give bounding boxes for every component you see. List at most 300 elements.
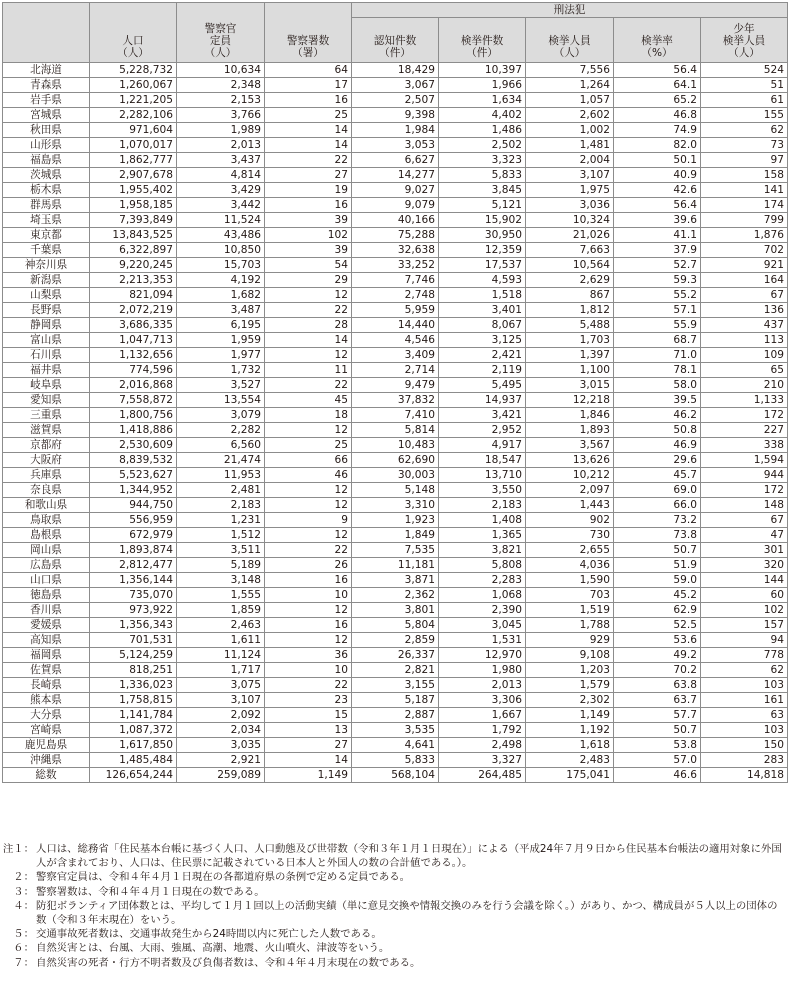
table-row xyxy=(3,498,788,513)
juvenile-arrested-cell: 109 xyxy=(701,348,788,363)
clearance-rate-cell: 64.1 xyxy=(614,78,701,93)
clearance-rate-cell: 39.6 xyxy=(614,213,701,228)
police-stations-cell: 18 xyxy=(265,408,352,423)
population-cell: 2,016,868 xyxy=(90,378,177,393)
prefecture-cell: 京都府 xyxy=(3,438,90,453)
cleared-cases-cell: 1,365 xyxy=(439,528,526,543)
prefecture-cell: 香川県 xyxy=(3,603,90,618)
juvenile-arrested-cell: 320 xyxy=(701,558,788,573)
prefecture-cell: 徳島県 xyxy=(3,588,90,603)
police-officers-cell: 2,092 xyxy=(177,708,265,723)
police-stations-cell: 23 xyxy=(265,693,352,708)
juvenile-arrested-cell: 47 xyxy=(701,528,788,543)
recognized-cases-cell: 3,155 xyxy=(352,678,439,693)
arrested-persons-cell: 1,579 xyxy=(526,678,614,693)
prefecture-cell: 和歌山県 xyxy=(3,498,90,513)
footnote-label: 注１： xyxy=(2,843,34,855)
cleared-cases-cell: 8,067 xyxy=(439,318,526,333)
police-officers-cell: 1,231 xyxy=(177,513,265,528)
police-officers-cell: 5,189 xyxy=(177,558,265,573)
footnote-label: ４： xyxy=(13,899,34,912)
prefecture-cell: 長崎県 xyxy=(3,678,90,693)
recognized-cases-cell: 1,849 xyxy=(352,528,439,543)
cleared-cases-cell: 13,710 xyxy=(439,468,526,483)
table-row xyxy=(3,483,788,498)
arrested-persons-cell: 7,663 xyxy=(526,243,614,258)
table-row xyxy=(3,693,788,708)
population-cell: 774,596 xyxy=(90,363,177,378)
population-cell: 5,124,259 xyxy=(90,648,177,663)
police-officers-cell: 3,148 xyxy=(177,573,265,588)
clearance-rate-cell: 57.1 xyxy=(614,303,701,318)
header-arrested-persons xyxy=(526,18,614,63)
cleared-cases-cell: 3,821 xyxy=(439,543,526,558)
recognized-cases-cell: 5,804 xyxy=(352,618,439,633)
cleared-cases-cell: 2,390 xyxy=(439,603,526,618)
header-label-line: 検挙率 xyxy=(641,35,673,47)
recognized-cases-cell: 11,181 xyxy=(352,558,439,573)
cleared-cases-cell: 1,518 xyxy=(439,288,526,303)
police-officers-cell: 2,183 xyxy=(177,498,265,513)
recognized-cases-cell: 9,398 xyxy=(352,108,439,123)
population-cell: 7,393,849 xyxy=(90,213,177,228)
arrested-persons-cell: 1,618 xyxy=(526,738,614,753)
juvenile-arrested-cell: 73 xyxy=(701,138,788,153)
juvenile-arrested-cell: 164 xyxy=(701,273,788,288)
clearance-rate-cell: 63.8 xyxy=(614,678,701,693)
population-cell: 1,958,185 xyxy=(90,198,177,213)
header-label-line: 定員 xyxy=(209,35,232,47)
population-cell: 1,260,067 xyxy=(90,78,177,93)
population-cell: 1,418,886 xyxy=(90,423,177,438)
population-cell: 1,485,484 xyxy=(90,753,177,768)
prefecture-cell: 総数 xyxy=(3,768,90,783)
cleared-cases-cell: 12,970 xyxy=(439,648,526,663)
police-officers-cell: 1,682 xyxy=(177,288,265,303)
arrested-persons-cell: 2,629 xyxy=(526,273,614,288)
recognized-cases-cell: 3,535 xyxy=(352,723,439,738)
population-cell: 944,750 xyxy=(90,498,177,513)
recognized-cases-cell: 37,832 xyxy=(352,393,439,408)
recognized-cases-cell: 6,627 xyxy=(352,153,439,168)
table-body xyxy=(3,63,788,783)
cleared-cases-cell: 2,013 xyxy=(439,678,526,693)
table-row xyxy=(3,138,788,153)
header-clearance-rate xyxy=(614,18,701,63)
arrested-persons-cell: 2,302 xyxy=(526,693,614,708)
table-row xyxy=(3,273,788,288)
population-cell: 556,959 xyxy=(90,513,177,528)
arrested-persons-cell: 4,036 xyxy=(526,558,614,573)
cleared-cases-cell: 1,980 xyxy=(439,663,526,678)
prefecture-cell: 埼玉県 xyxy=(3,213,90,228)
police-stations-cell: 22 xyxy=(265,378,352,393)
population-cell: 1,344,952 xyxy=(90,483,177,498)
juvenile-arrested-cell: 103 xyxy=(701,723,788,738)
cleared-cases-cell: 3,306 xyxy=(439,693,526,708)
recognized-cases-cell: 14,440 xyxy=(352,318,439,333)
recognized-cases-cell: 3,871 xyxy=(352,573,439,588)
population-cell: 1,617,850 xyxy=(90,738,177,753)
police-stations-cell: 16 xyxy=(265,618,352,633)
table-row xyxy=(3,183,788,198)
clearance-rate-cell: 37.9 xyxy=(614,243,701,258)
juvenile-arrested-cell: 62 xyxy=(701,123,788,138)
police-officers-cell: 2,153 xyxy=(177,93,265,108)
recognized-cases-cell: 9,027 xyxy=(352,183,439,198)
table-row xyxy=(3,468,788,483)
cleared-cases-cell: 5,833 xyxy=(439,168,526,183)
police-officers-cell: 3,442 xyxy=(177,198,265,213)
police-officers-cell: 2,034 xyxy=(177,723,265,738)
arrested-persons-cell: 2,004 xyxy=(526,153,614,168)
footnote-text: 警察官定員は、令和４年４月１日現在の各都道府県の条例で定める定員である。 xyxy=(36,871,411,884)
cleared-cases-cell: 2,952 xyxy=(439,423,526,438)
population-cell: 9,220,245 xyxy=(90,258,177,273)
recognized-cases-cell: 32,638 xyxy=(352,243,439,258)
table-row xyxy=(3,648,788,663)
juvenile-arrested-cell: 63 xyxy=(701,708,788,723)
footnote xyxy=(2,842,787,870)
table-row xyxy=(3,513,788,528)
recognized-cases-cell: 2,887 xyxy=(352,708,439,723)
arrested-persons-cell: 3,036 xyxy=(526,198,614,213)
cleared-cases-cell: 5,808 xyxy=(439,558,526,573)
table-row xyxy=(3,543,788,558)
cleared-cases-cell: 2,283 xyxy=(439,573,526,588)
police-officers-cell: 6,195 xyxy=(177,318,265,333)
recognized-cases-cell: 7,410 xyxy=(352,408,439,423)
police-stations-cell: 14 xyxy=(265,753,352,768)
police-officers-cell: 3,437 xyxy=(177,153,265,168)
footnote xyxy=(2,941,787,955)
recognized-cases-cell: 3,067 xyxy=(352,78,439,93)
footnote xyxy=(2,870,787,884)
recognized-cases-cell: 3,053 xyxy=(352,138,439,153)
header-label-line: （件） xyxy=(379,47,411,59)
juvenile-arrested-cell: 944 xyxy=(701,468,788,483)
recognized-cases-cell: 14,277 xyxy=(352,168,439,183)
police-officers-cell: 43,486 xyxy=(177,228,265,243)
table-row xyxy=(3,303,788,318)
prefecture-cell: 山梨県 xyxy=(3,288,90,303)
cleared-cases-cell: 10,397 xyxy=(439,63,526,78)
cleared-cases-cell: 3,045 xyxy=(439,618,526,633)
clearance-rate-cell: 62.9 xyxy=(614,603,701,618)
arrested-persons-cell: 902 xyxy=(526,513,614,528)
table-row xyxy=(3,108,788,123)
police-officers-cell: 3,511 xyxy=(177,543,265,558)
cleared-cases-cell: 4,917 xyxy=(439,438,526,453)
juvenile-arrested-cell: 921 xyxy=(701,258,788,273)
juvenile-arrested-cell: 210 xyxy=(701,378,788,393)
prefecture-cell: 岐阜県 xyxy=(3,378,90,393)
prefecture-cell: 新潟県 xyxy=(3,273,90,288)
prefecture-cell: 大分県 xyxy=(3,708,90,723)
clearance-rate-cell: 82.0 xyxy=(614,138,701,153)
recognized-cases-cell: 2,362 xyxy=(352,588,439,603)
cleared-cases-cell: 3,125 xyxy=(439,333,526,348)
footnote xyxy=(2,899,787,927)
arrested-persons-cell: 12,218 xyxy=(526,393,614,408)
population-cell: 1,087,372 xyxy=(90,723,177,738)
table-row xyxy=(3,663,788,678)
recognized-cases-cell: 33,252 xyxy=(352,258,439,273)
police-stations-cell: 12 xyxy=(265,348,352,363)
police-officers-cell: 1,977 xyxy=(177,348,265,363)
clearance-rate-cell: 50.7 xyxy=(614,723,701,738)
cleared-cases-cell: 30,950 xyxy=(439,228,526,243)
police-officers-cell: 259,089 xyxy=(177,768,265,783)
juvenile-arrested-cell: 174 xyxy=(701,198,788,213)
table-row xyxy=(3,78,788,93)
prefecture-cell: 熊本県 xyxy=(3,693,90,708)
clearance-rate-cell: 56.4 xyxy=(614,198,701,213)
arrested-persons-cell: 867 xyxy=(526,288,614,303)
clearance-rate-cell: 46.6 xyxy=(614,768,701,783)
prefecture-cell: 千葉県 xyxy=(3,243,90,258)
police-stations-cell: 14 xyxy=(265,123,352,138)
clearance-rate-cell: 70.2 xyxy=(614,663,701,678)
table-row xyxy=(3,738,788,753)
police-stations-cell: 46 xyxy=(265,468,352,483)
header-label-line: 認知件数 xyxy=(373,35,417,47)
arrested-persons-cell: 1,192 xyxy=(526,723,614,738)
header-label-line: 検挙人員 xyxy=(722,35,766,47)
juvenile-arrested-cell: 144 xyxy=(701,573,788,588)
table-row xyxy=(3,378,788,393)
police-stations-cell: 36 xyxy=(265,648,352,663)
population-cell: 2,530,609 xyxy=(90,438,177,453)
juvenile-arrested-cell: 61 xyxy=(701,93,788,108)
clearance-rate-cell: 46.2 xyxy=(614,408,701,423)
header-recognized-cases xyxy=(352,18,439,63)
prefecture-cell: 北海道 xyxy=(3,63,90,78)
table-row xyxy=(3,363,788,378)
table-row xyxy=(3,153,788,168)
population-cell: 672,979 xyxy=(90,528,177,543)
police-stations-cell: 29 xyxy=(265,273,352,288)
prefecture-cell: 秋田県 xyxy=(3,123,90,138)
prefecture-cell: 佐賀県 xyxy=(3,663,90,678)
clearance-rate-cell: 73.2 xyxy=(614,513,701,528)
prefecture-cell: 滋賀県 xyxy=(3,423,90,438)
clearance-rate-cell: 73.8 xyxy=(614,528,701,543)
population-cell: 1,356,144 xyxy=(90,573,177,588)
table-row xyxy=(3,213,788,228)
prefecture-cell: 高知県 xyxy=(3,633,90,648)
table-row xyxy=(3,123,788,138)
prefecture-cell: 福井県 xyxy=(3,363,90,378)
police-officers-cell: 2,481 xyxy=(177,483,265,498)
arrested-persons-cell: 21,026 xyxy=(526,228,614,243)
prefecture-cell: 広島県 xyxy=(3,558,90,573)
prefecture-cell: 静岡県 xyxy=(3,318,90,333)
arrested-persons-cell: 1,975 xyxy=(526,183,614,198)
recognized-cases-cell: 4,546 xyxy=(352,333,439,348)
juvenile-arrested-cell: 60 xyxy=(701,588,788,603)
juvenile-arrested-cell: 113 xyxy=(701,333,788,348)
recognized-cases-cell: 7,746 xyxy=(352,273,439,288)
table-header xyxy=(3,3,788,63)
juvenile-arrested-cell: 301 xyxy=(701,543,788,558)
population-cell: 1,356,343 xyxy=(90,618,177,633)
table-row xyxy=(3,333,788,348)
police-stations-cell: 17 xyxy=(265,78,352,93)
clearance-rate-cell: 41.1 xyxy=(614,228,701,243)
table-row xyxy=(3,753,788,768)
police-stations-cell: 64 xyxy=(265,63,352,78)
juvenile-arrested-cell: 778 xyxy=(701,648,788,663)
arrested-persons-cell: 1,203 xyxy=(526,663,614,678)
juvenile-arrested-cell: 94 xyxy=(701,633,788,648)
cleared-cases-cell: 17,537 xyxy=(439,258,526,273)
juvenile-arrested-cell: 799 xyxy=(701,213,788,228)
footnote-text: 警察署数は、令和４年４月１日現在の数である。 xyxy=(36,885,265,898)
police-stations-cell: 39 xyxy=(265,213,352,228)
header-label-line: 検挙件数 xyxy=(460,35,504,47)
arrested-persons-cell: 2,602 xyxy=(526,108,614,123)
cleared-cases-cell: 1,792 xyxy=(439,723,526,738)
arrested-persons-cell: 10,564 xyxy=(526,258,614,273)
population-cell: 2,282,106 xyxy=(90,108,177,123)
police-stations-cell: 22 xyxy=(265,543,352,558)
police-stations-cell: 10 xyxy=(265,588,352,603)
header-penal-code-offenses: 刑法犯 xyxy=(352,3,788,18)
police-stations-cell: 28 xyxy=(265,318,352,333)
cleared-cases-cell: 5,495 xyxy=(439,378,526,393)
header-label-line: 警察官 xyxy=(204,23,237,35)
prefecture-cell: 神奈川県 xyxy=(3,258,90,273)
arrested-persons-cell: 1,846 xyxy=(526,408,614,423)
police-officers-cell: 3,487 xyxy=(177,303,265,318)
arrested-persons-cell: 3,107 xyxy=(526,168,614,183)
population-cell: 1,070,017 xyxy=(90,138,177,153)
arrested-persons-cell: 10,212 xyxy=(526,468,614,483)
population-cell: 971,604 xyxy=(90,123,177,138)
cleared-cases-cell: 3,421 xyxy=(439,408,526,423)
cleared-cases-cell: 1,068 xyxy=(439,588,526,603)
police-stations-cell: 16 xyxy=(265,573,352,588)
clearance-rate-cell: 39.5 xyxy=(614,393,701,408)
police-officers-cell: 10,634 xyxy=(177,63,265,78)
cleared-cases-cell: 18,547 xyxy=(439,453,526,468)
table-row xyxy=(3,723,788,738)
juvenile-arrested-cell: 67 xyxy=(701,513,788,528)
juvenile-arrested-cell: 141 xyxy=(701,183,788,198)
juvenile-arrested-cell: 51 xyxy=(701,78,788,93)
clearance-rate-cell: 74.9 xyxy=(614,123,701,138)
prefecture-cell: 長野県 xyxy=(3,303,90,318)
table-row xyxy=(3,708,788,723)
police-officers-cell: 1,859 xyxy=(177,603,265,618)
arrested-persons-cell: 1,100 xyxy=(526,363,614,378)
clearance-rate-cell: 52.7 xyxy=(614,258,701,273)
clearance-rate-cell: 69.0 xyxy=(614,483,701,498)
population-cell: 1,862,777 xyxy=(90,153,177,168)
police-stations-cell: 22 xyxy=(265,678,352,693)
recognized-cases-cell: 18,429 xyxy=(352,63,439,78)
clearance-rate-cell: 57.0 xyxy=(614,753,701,768)
police-officers-cell: 2,348 xyxy=(177,78,265,93)
population-cell: 13,843,525 xyxy=(90,228,177,243)
recognized-cases-cell: 5,959 xyxy=(352,303,439,318)
population-cell: 1,893,874 xyxy=(90,543,177,558)
prefecture-cell: 福島県 xyxy=(3,153,90,168)
cleared-cases-cell: 1,667 xyxy=(439,708,526,723)
arrested-persons-cell: 1,519 xyxy=(526,603,614,618)
recognized-cases-cell: 568,104 xyxy=(352,768,439,783)
header-label-line: （件） xyxy=(466,47,498,59)
clearance-rate-cell: 45.2 xyxy=(614,588,701,603)
juvenile-arrested-cell: 338 xyxy=(701,438,788,453)
police-stations-cell: 12 xyxy=(265,603,352,618)
police-stations-cell: 14 xyxy=(265,138,352,153)
police-officers-cell: 1,732 xyxy=(177,363,265,378)
clearance-rate-cell: 58.0 xyxy=(614,378,701,393)
prefecture-cell: 宮崎県 xyxy=(3,723,90,738)
arrested-persons-cell: 2,483 xyxy=(526,753,614,768)
arrested-persons-cell: 1,149 xyxy=(526,708,614,723)
juvenile-arrested-cell: 227 xyxy=(701,423,788,438)
footnote-text: 人口は、総務省「住民基本台帳に基づく人口、人口動態及び世帯数（令和３年１月１日現在）」による（平成24年７月９日から住民基本台帳法の適用対象に外国人が含まれており、人口は、住民票に記載されている日本人と外国人の数の合計値である。）。 xyxy=(36,843,782,870)
table-row xyxy=(3,393,788,408)
footnote-label: ５： xyxy=(13,928,34,941)
clearance-rate-cell: 50.7 xyxy=(614,543,701,558)
clearance-rate-cell: 57.7 xyxy=(614,708,701,723)
police-stations-cell: 22 xyxy=(265,153,352,168)
cleared-cases-cell: 3,550 xyxy=(439,483,526,498)
population-cell: 7,558,872 xyxy=(90,393,177,408)
police-stations-cell: 12 xyxy=(265,423,352,438)
table-row xyxy=(3,558,788,573)
population-cell: 5,228,732 xyxy=(90,63,177,78)
police-officers-cell: 11,953 xyxy=(177,468,265,483)
police-officers-cell: 2,921 xyxy=(177,753,265,768)
population-cell: 126,654,244 xyxy=(90,768,177,783)
recognized-cases-cell: 5,833 xyxy=(352,753,439,768)
cleared-cases-cell: 12,359 xyxy=(439,243,526,258)
police-stations-cell: 12 xyxy=(265,498,352,513)
cleared-cases-cell: 1,486 xyxy=(439,123,526,138)
table-row xyxy=(3,318,788,333)
population-cell: 818,251 xyxy=(90,663,177,678)
header-police-stations xyxy=(265,3,352,63)
police-officers-cell: 13,554 xyxy=(177,393,265,408)
cleared-cases-cell: 5,121 xyxy=(439,198,526,213)
table-row xyxy=(3,198,788,213)
recognized-cases-cell: 26,337 xyxy=(352,648,439,663)
table-row xyxy=(3,453,788,468)
cleared-cases-cell: 3,323 xyxy=(439,153,526,168)
header-label-line: 少年 xyxy=(733,23,755,35)
prefecture-cell: 奈良県 xyxy=(3,483,90,498)
police-stations-cell: 14 xyxy=(265,333,352,348)
clearance-rate-cell: 46.8 xyxy=(614,108,701,123)
clearance-rate-cell: 68.7 xyxy=(614,333,701,348)
table-row xyxy=(3,573,788,588)
cleared-cases-cell: 264,485 xyxy=(439,768,526,783)
police-officers-cell: 2,013 xyxy=(177,138,265,153)
recognized-cases-cell: 10,483 xyxy=(352,438,439,453)
population-cell: 2,812,477 xyxy=(90,558,177,573)
population-cell: 2,072,219 xyxy=(90,303,177,318)
clearance-rate-cell: 63.7 xyxy=(614,693,701,708)
juvenile-arrested-cell: 102 xyxy=(701,603,788,618)
juvenile-arrested-cell: 14,818 xyxy=(701,768,788,783)
juvenile-arrested-cell: 1,876 xyxy=(701,228,788,243)
arrested-persons-cell: 3,015 xyxy=(526,378,614,393)
